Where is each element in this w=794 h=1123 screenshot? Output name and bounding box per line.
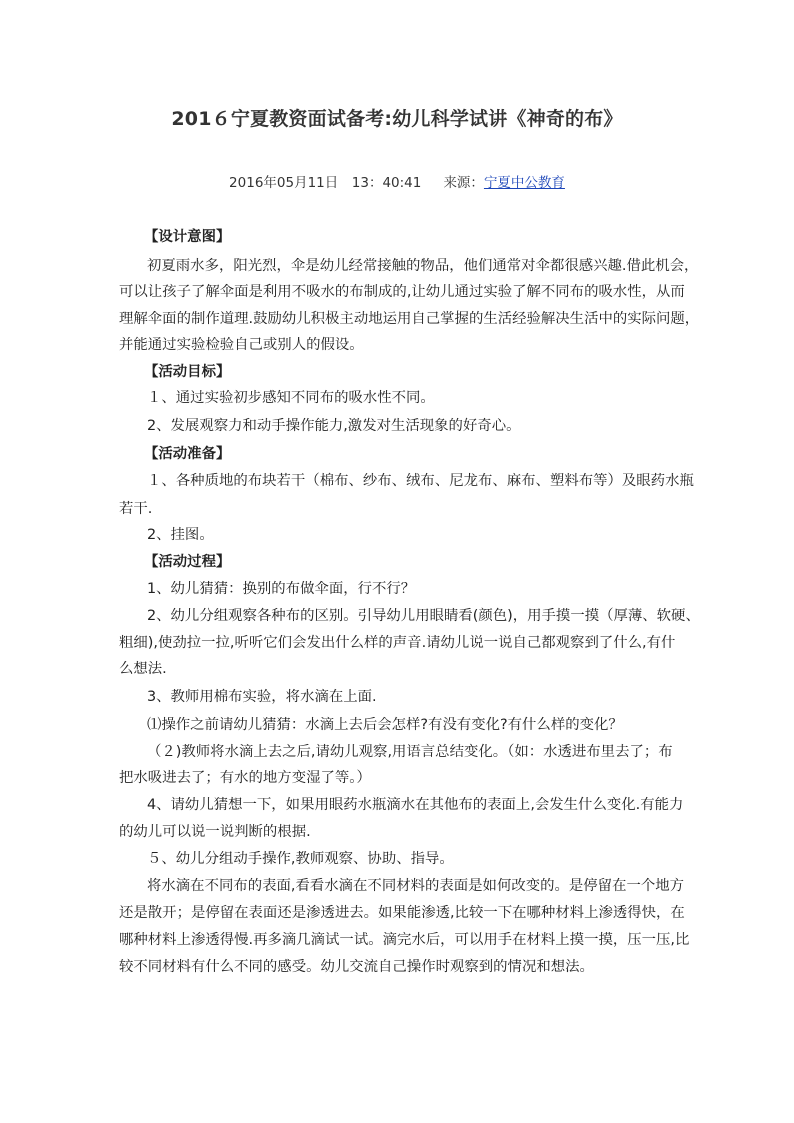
paragraph-line: 将水滴在不同布的表面,看看水滴在不同材料的表面是如何改变的。是停留在一个地方 [147, 878, 685, 894]
list-item: 2、幼儿分组观察各种布的区别。引导幼儿用眼睛看(颜色)，用手摸一摸（厚薄、软硬、 [147, 608, 700, 624]
list-item: （２)教师将水滴上去之后,请幼儿观察,用语言总结变化。（如：水透进布里去了；布 [147, 744, 673, 760]
paragraph-line: 么想法. [119, 661, 167, 677]
paragraph-line: 初夏雨水多，阳光烈，伞是幼儿经常接触的物品，他们通常对伞都很感兴趣.借此机会， [147, 258, 699, 274]
list-item: ５、幼儿分组动手操作,教师观察、协助、指导。 [147, 851, 454, 867]
paragraph-line: 粗细),使劲拉一拉,听听它们会发出什么样的声音.请幼儿说一说自己都观察到了什么,有什 [119, 635, 676, 651]
paragraph-line: 较不同材料有什么不同的感受。幼儿交流自己操作时观察到的情况和想法。 [119, 959, 594, 975]
paragraph-line: 的幼儿可以说一说判断的根据. [119, 824, 311, 840]
list-item: 2、挂图。 [147, 527, 214, 543]
paragraph-line: 并能通过实验检验自己或别人的假设。 [119, 337, 364, 353]
publish-date: 2016年05月11日 13：40:41 [229, 175, 422, 191]
section-heading-goals: 【活动目标】 [144, 364, 231, 380]
paragraph-line: 把水吸进去了；有水的地方变湿了等。） [119, 770, 371, 786]
article-meta [0, 171, 794, 191]
paragraph-line: 理解伞面的制作道理.鼓励幼儿积极主动地运用自己掌握的生活经验解决生活中的实际问题， [119, 311, 700, 327]
list-item: ⑴操作之前请幼儿猜猜：水滴上去后会怎样?有没有变化?有什么样的变化？ [147, 717, 623, 733]
list-item: 3、教师用棉布实验，将水滴在上面. [147, 689, 377, 705]
section-heading-design: 【设计意图】 [144, 229, 231, 245]
paragraph-line: 若干. [119, 501, 153, 517]
paragraph-line: 哪种材料上渗透得慢.再多滴几滴试一试。滴完水后，可以用手在材料上摸一摸，压一压,比 [119, 932, 690, 948]
list-item: １、各种质地的布块若干（棉布、纱布、绒布、尼龙布、麻布、塑料布等）及眼药水瓶 [147, 473, 694, 489]
list-item: １、通过实验初步感知不同布的吸水性不同。 [147, 390, 435, 406]
paragraph-line: 可以让孩子了解伞面是利用不吸水的布制成的,让幼儿通过实验了解不同布的吸水性，从而 [119, 284, 685, 300]
section-heading-process: 【活动过程】 [144, 554, 231, 570]
page-title: 201６宁夏教资面试备考:幼儿科学试讲《神奇的布》 [171, 108, 623, 130]
source-link[interactable]: 宁夏中公教育 [483, 175, 565, 191]
section-heading-prep: 【活动准备】 [144, 446, 231, 462]
list-item: 2、发展观察力和动手操作能力,激发对生活现象的好奇心。 [147, 418, 521, 434]
paragraph-line: 还是散开；是停留在表面还是渗透进去。如果能渗透,比较一下在哪种材料上渗透得快，在 [119, 905, 685, 921]
list-item: 1、幼儿猜猜：换别的布做伞面，行不行？ [147, 581, 416, 597]
list-item: 4、请幼儿猜想一下，如果用眼药水瓶滴水在其他布的表面上,会发生什么变化.有能力 [147, 797, 684, 813]
source-label: 来源： [443, 175, 484, 191]
